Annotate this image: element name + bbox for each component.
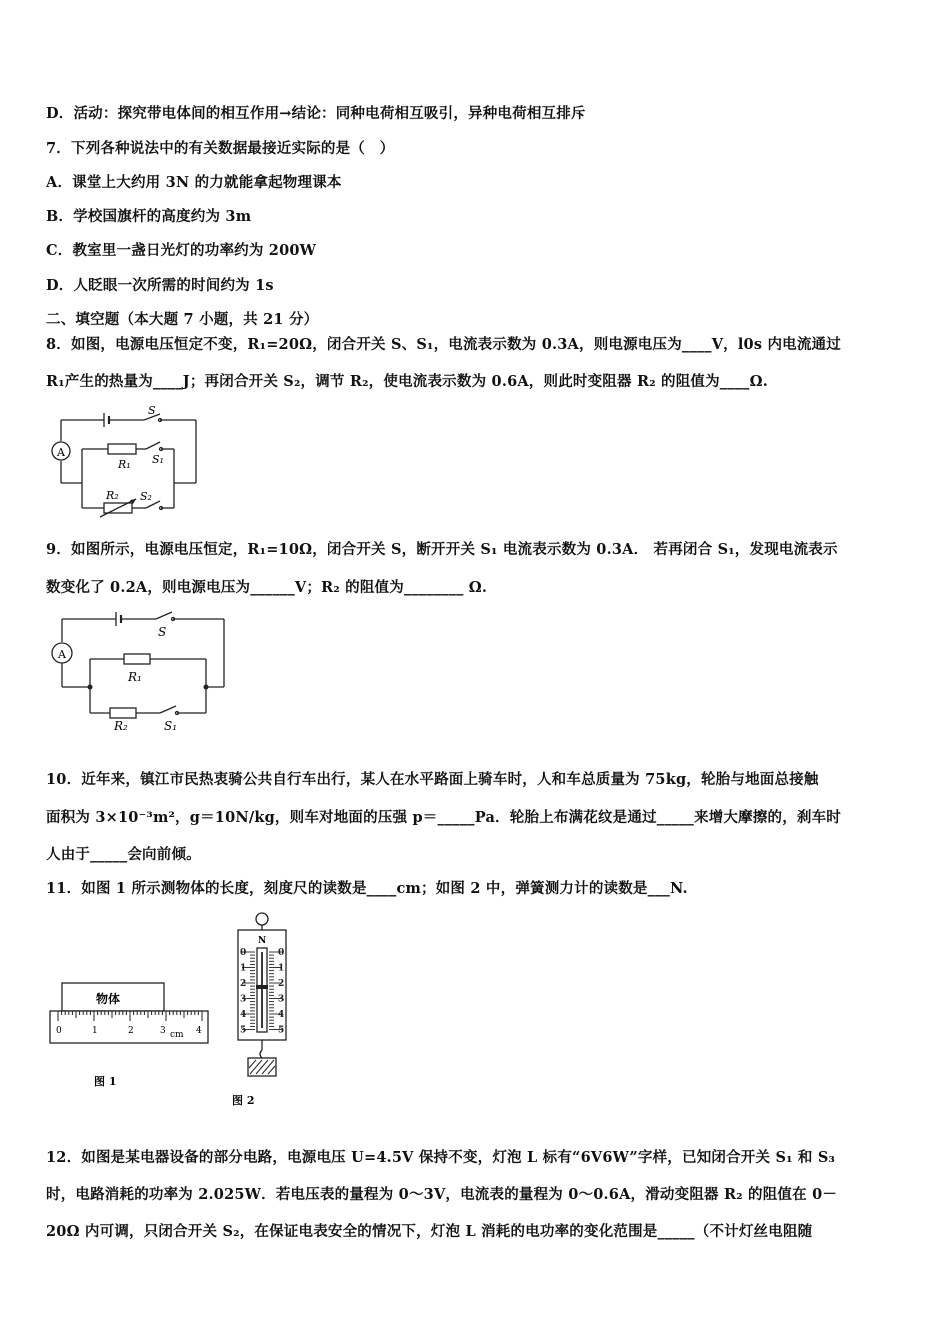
ruler-tick-2: 2 [128,1026,134,1036]
switch-s-label: S [158,625,167,639]
ruler-tick-4: 4 [196,1026,202,1036]
question-10-cont: 面积为 3×10⁻³m²，g＝10N/kg，则车对地面的压强 p＝_____Pa．轮胎上布满花纹是通过_____来增大摩擦的，刹车时 [46,809,842,826]
question-7: 7．下列各种说法中的有关数据最接近实际的是（ ） [46,140,395,157]
spring-scale-number: 2 [278,979,285,989]
switch-s-label: S [148,405,156,417]
ruler-tick-0: 0 [56,1026,62,1036]
option-b: B．学校国旗杆的高度约为 3m [46,208,252,225]
spring-scale-number: 4 [240,1010,247,1020]
question-9-cont: 数变化了 0.2A，则电源电压为______V；R₂ 的阻值为________ Ω. [46,579,488,596]
spring-scale-number: 1 [278,963,285,974]
s1-label: S₁ [164,719,178,733]
spring-scale-number: 0 [240,948,247,958]
question-8-cont: R₁产生的热量为____J；再闭合开关 S₂，调节 R₂，使电流表示数为 0.6A，则此时变阻器 R₂ 的阻值为____Ω. [46,373,768,390]
ruler-tick-1: 1 [92,1026,98,1036]
text-line: D．活动：探究带电体间的相互作用→结论：同种电荷相互吸引，异种电荷相互排斥 [46,105,586,122]
spring-scale-number: 3 [240,994,247,1005]
spring-scale-figure [222,910,302,1110]
spring-scale-number: 3 [278,994,285,1005]
figure-1-caption: 图 1 [94,1075,117,1088]
figure-2-caption: 图 2 [232,1094,255,1107]
ammeter-label: A [58,648,66,661]
option-d: D．人眨眼一次所需的时间约为 1s [46,277,274,294]
ruler-unit: cm [170,1030,184,1040]
question-11: 11．如图 1 所示测物体的长度，刻度尺的读数是____cm；如图 2 中，弹簧测力计的读数是___N. [46,880,688,897]
question-8: 8．如图，电源电压恒定不变，R₁=20Ω，闭合开关 S、S₁，电流表示数为 0.3A，则电源电压为____V，l0s 内电流通过 [46,336,841,353]
r1-label: R₁ [118,458,131,471]
question-9: 9．如图所示，电源电压恒定，R₁=10Ω，闭合开关 S，断开开关 S₁ 电流表示数为 0.3A． 若再闭合 S₁，发现电流表示 [46,541,838,558]
option-a: A．课堂上大约用 3N 的力就能拿起物理课本 [46,174,342,191]
option-c: C．教室里一盏日光灯的功率约为 200W [46,242,317,259]
question-12-cont: 时，电路消耗的功率为 2.025W．若电压表的量程为 0～3V，电流表的量程为 0～0.6A，滑动变阻器 R₂ 的阻值在 0－ [46,1186,838,1203]
s1-label: S₁ [152,453,164,466]
s2-label: S₂ [140,490,152,503]
circuit-diagram-q9 [44,607,234,735]
spring-scale-number: 0 [278,948,285,958]
question-12: 12．如图是某电器设备的部分电路，电源电压 U=4.5V 保持不变，灯泡 L 标有“6V6W”字样，已知闭合开关 S₁ 和 S₃ [46,1149,836,1166]
r1-label: R₁ [128,670,142,684]
spring-scale-number: 5 [240,1025,247,1036]
spring-scale-number: 2 [240,979,247,989]
r2-label: R₂ [106,489,119,502]
spring-scale-number: 4 [278,1010,285,1020]
spring-scale-number: 1 [240,963,247,974]
object-label: 物体 [96,992,121,1006]
spring-scale-number: 5 [278,1025,285,1036]
ammeter-label: A [57,446,65,459]
ruler-figure [44,975,214,1095]
spring-unit: N [258,936,267,946]
question-10-cont: 人由于_____会向前倾。 [46,846,201,863]
question-12-cont: 20Ω 内可调，只闭合开关 S₂，在保证电表安全的情况下，灯泡 L 消耗的电功率的变化范围是_____（不计灯丝电阻随 [46,1223,813,1240]
ruler-tick-3: 3 [160,1026,166,1036]
circuit-diagram-q8 [44,405,204,523]
question-10: 10．近年来，镇江市民热衷骑公共自行车出行，某人在水平路面上骑车时，人和车总质量为 75kg，轮胎与地面总接触 [46,771,819,788]
section-heading: 二、填空题（本大题 7 小题，共 21 分） [46,311,319,328]
r2-label: R₂ [114,719,128,733]
